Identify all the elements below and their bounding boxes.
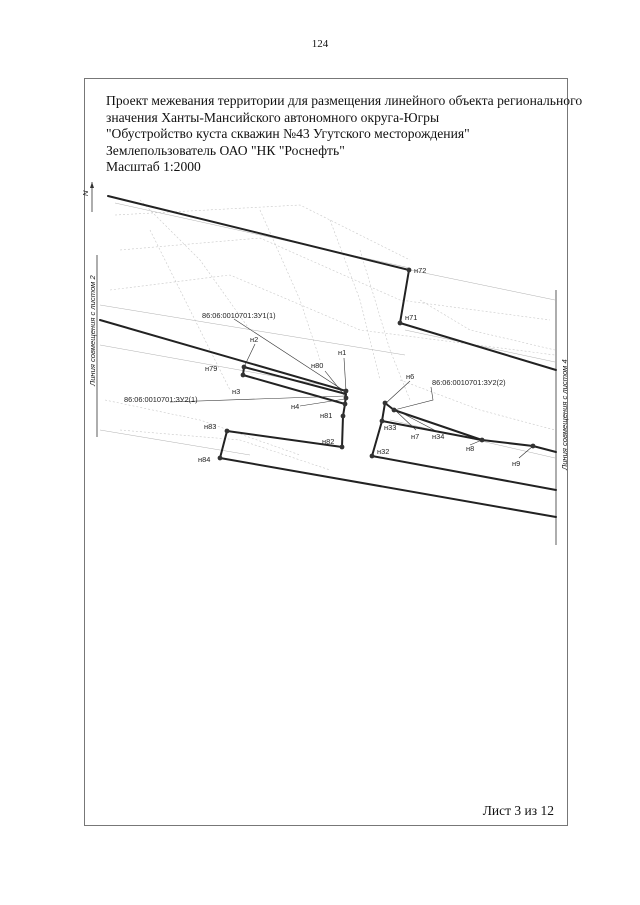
title-line-1: Проект межевания территории для размещения линейного объекта регионального <box>106 93 583 108</box>
right-parcel-lower <box>372 403 556 490</box>
background-contours <box>105 200 555 470</box>
point-label-n2: н2 <box>250 335 259 344</box>
point-label-n34: н34 <box>432 432 445 441</box>
parcel-label-zu2-1: 86:06:0010701:ЗУ2(1) <box>124 395 198 404</box>
point-label-n9: н9 <box>512 459 521 468</box>
boundary-vertices <box>218 268 536 461</box>
point-label-n6: н6 <box>406 372 415 381</box>
upper-boundary <box>108 196 556 370</box>
point-label-n72: н72 <box>414 266 427 275</box>
parcel-zu1-left-edge <box>243 367 346 404</box>
point-label-n71: н71 <box>405 313 418 322</box>
point-label-n84: н84 <box>198 455 211 464</box>
north-arrow-icon <box>81 182 94 212</box>
match-line-right-label: Линия совмещения с листом 4 <box>560 359 569 470</box>
point-label-n33: н33 <box>384 423 397 432</box>
parcel-label-zu2-2: 86:06:0010701:ЗУ2(2) <box>432 378 506 387</box>
point-label-n4: н4 <box>291 402 300 411</box>
point-label-n80: н80 <box>311 361 324 370</box>
point-label-n3: н3 <box>232 387 241 396</box>
point-label-n1: н1 <box>338 348 347 357</box>
point-label-n79: н79 <box>205 364 218 373</box>
title-line-3: "Обустройство куста скважин №43 Угутского месторождения" <box>106 126 470 142</box>
north-label: N <box>81 190 90 196</box>
title-line-5-scale: Масштаб 1:2000 <box>106 159 201 175</box>
page-number: 124 <box>311 38 329 50</box>
step-n81-n82 <box>220 404 556 517</box>
point-label-n81: н81 <box>320 411 333 420</box>
point-label-n8: н8 <box>466 444 475 453</box>
sheet-number-label: Лист 3 из 12 <box>482 803 554 818</box>
match-line-left-label: Линия совмещения с листом 2 <box>88 275 97 386</box>
title-line-2: значения Ханты-Мансийского автономного округа-Югры <box>106 109 440 125</box>
title-line-4: Землепользователь ОАО "НК "Роснефть" <box>106 142 345 158</box>
point-label-n82: н82 <box>322 437 335 446</box>
parcel-label-zu1-1: 86:06:0010701:ЗУ1(1) <box>202 311 276 320</box>
point-label-n83: н83 <box>204 422 217 431</box>
point-label-n32: н32 <box>377 447 390 456</box>
point-label-n7: н7 <box>411 432 420 441</box>
boundary-lines <box>100 196 556 517</box>
middle-boundary-left <box>100 320 346 391</box>
